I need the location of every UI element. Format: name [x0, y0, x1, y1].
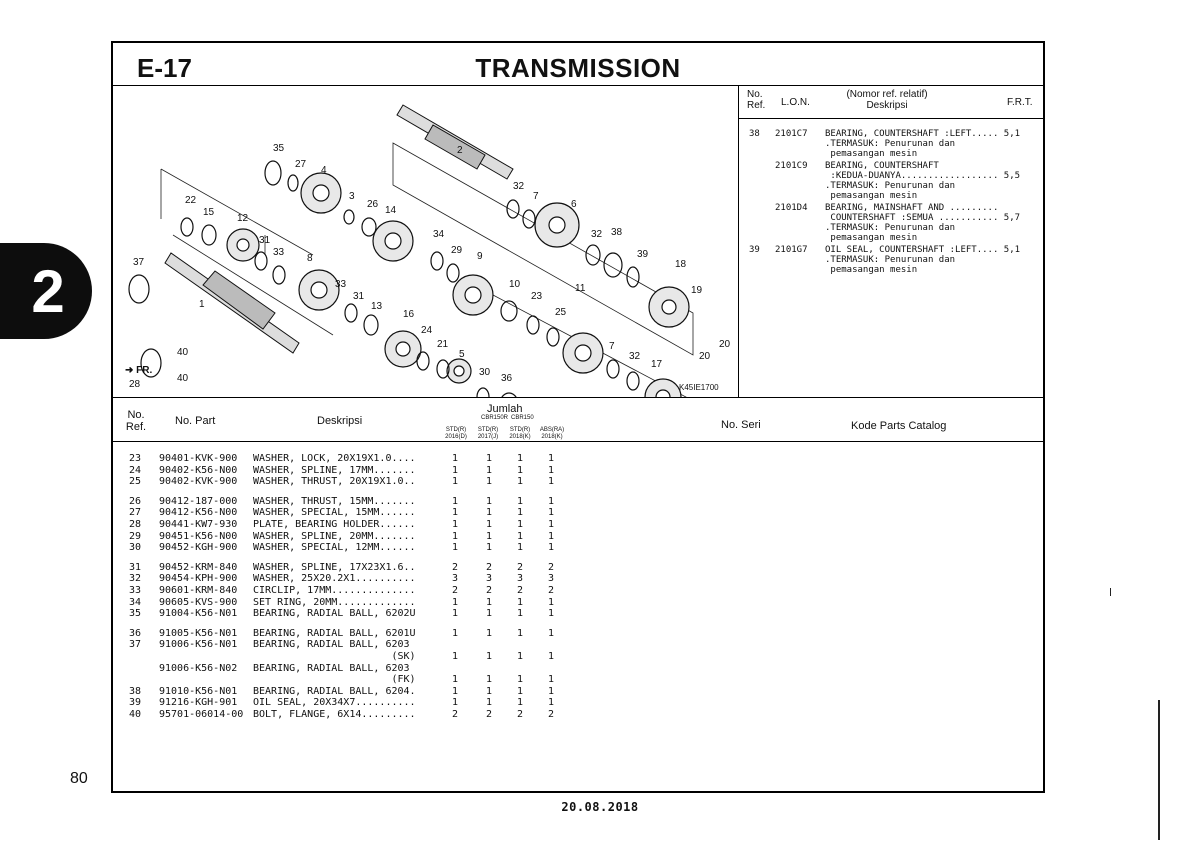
ref-cell: 40 [129, 708, 142, 720]
callout-number: 20 [699, 351, 711, 362]
callout-number: 7 [609, 341, 615, 352]
ref-row [741, 203, 1041, 245]
description-cell: BOLT, FLANGE, 6X14......... [253, 708, 416, 720]
ref-cell: 35 [129, 608, 142, 620]
th-no-seri: No. Seri [721, 419, 761, 431]
ref-desc: BEARING, COUNTERSHAFT :LEFT..... 5,1 .TERMASUK: Penurunan dan pemasangan mesin [825, 129, 1021, 159]
qty-cell: 1 [516, 650, 524, 662]
page-title: TRANSMISSION [475, 53, 681, 83]
qty-cell: 1 [516, 464, 524, 476]
callout-number: 20 [719, 339, 731, 350]
qty-cell: 1 [451, 464, 459, 476]
section-code: E-17 [137, 53, 192, 83]
shaft-guide-lines [161, 143, 701, 397]
qty-cell: 1 [547, 507, 555, 519]
qty-cell: 3 [547, 573, 555, 585]
qty-cell: 1 [485, 608, 493, 620]
qty-cell: 1 [516, 507, 524, 519]
qty-cell: 3 [485, 573, 493, 585]
callout-number: 27 [295, 159, 307, 170]
qty-cell: 1 [516, 674, 524, 686]
th-kode: Kode Parts Catalog [851, 420, 947, 432]
ref-cell: 37 [129, 639, 142, 651]
ref-cell: 32 [129, 573, 142, 585]
qty-cell: 1 [516, 608, 524, 620]
description-cell: (SK) [253, 650, 416, 662]
qty-cell: 1 [451, 476, 459, 488]
qty-cell: 1 [451, 495, 459, 507]
callout-number: 25 [555, 307, 567, 318]
section-tab [0, 243, 92, 339]
qty-cell: 2 [451, 584, 459, 596]
qty-cell: 1 [547, 518, 555, 530]
th-no-ref: No. Ref. [125, 409, 147, 433]
gears [227, 173, 689, 397]
qty-cell: 1 [451, 608, 459, 620]
qty-cell: 1 [547, 464, 555, 476]
qty-cell: 2 [516, 561, 524, 573]
description-cell: CIRCLIP, 17MM.............. [253, 584, 416, 596]
callout-number: 2 [457, 145, 463, 156]
qty-cell: 1 [516, 542, 524, 554]
part-number-cell: 90401-KVK-900 [159, 453, 238, 464]
callout-number: 30 [479, 367, 491, 378]
ref-header-desc: (Nomor ref. relatif) Deskripsi [846, 89, 928, 111]
ref-header-no: No. Ref. [747, 89, 766, 111]
qty-cell: 2 [485, 561, 493, 573]
qty-cell: 1 [516, 627, 524, 639]
qty-cell: 1 [547, 627, 555, 639]
description-cell: BEARING, RADIAL BALL, 6203 [253, 662, 410, 674]
page-number: 80 [70, 770, 88, 787]
qty-cell: 2 [516, 708, 524, 720]
part-number-cell: 90402-K56-N00 [159, 464, 238, 476]
callout-number: 21 [437, 339, 449, 350]
description-cell: BEARING, RADIAL BALL, 6203 [253, 639, 410, 651]
qty-cell: 1 [516, 476, 524, 488]
qty-cell: 1 [451, 507, 459, 519]
qty-cell: 1 [547, 674, 555, 686]
callout-number: 40 [177, 347, 189, 358]
ref-row [741, 161, 1041, 203]
part-number-cell: 90601-KRM-840 [159, 584, 238, 596]
ref-cell: 31 [129, 561, 142, 573]
qty-cell: 1 [547, 608, 555, 620]
ref-cell: 27 [129, 507, 142, 519]
description-cell: BEARING, RADIAL BALL, 6201U [253, 627, 416, 639]
qty-cell: 2 [547, 561, 555, 573]
th-col4: ABS(RA) 2018(K) [539, 427, 565, 440]
qty-cell: 1 [485, 697, 493, 709]
mainshaft [165, 253, 299, 353]
divider [113, 441, 1043, 442]
description-cell: SET RING, 20MM............. [253, 596, 416, 608]
qty-cell: 1 [516, 697, 524, 709]
callout-number: 36 [501, 373, 513, 384]
qty-cell: 1 [485, 650, 493, 662]
callout-number: 34 [433, 229, 445, 240]
qty-cell: 1 [516, 518, 524, 530]
scan-mark [1110, 588, 1111, 596]
exploded-diagram [113, 85, 737, 397]
description-cell: WASHER, THRUST, 15MM....... [253, 495, 416, 507]
qty-cell: 1 [451, 650, 459, 662]
qty-cell: 1 [547, 596, 555, 608]
qty-cell: 1 [485, 530, 493, 542]
qty-cell: 1 [547, 453, 555, 464]
qty-cell: 1 [451, 542, 459, 554]
callout-number: 32 [513, 181, 525, 192]
part-number-cell: 90452-KGH-900 [159, 542, 238, 554]
part-number-cell: 90412-K56-N00 [159, 507, 238, 519]
part-number-cell: 91006-K56-N01 [159, 639, 238, 651]
qty-cell: 1 [451, 674, 459, 686]
part-number-cell: 90454-KPH-900 [159, 573, 238, 585]
ref-lon: 2101G7 [775, 245, 808, 255]
figure-code: K45IE1700 [679, 383, 719, 392]
print-date: 20.08.2018 [561, 800, 639, 814]
description-cell: PLATE, BEARING HOLDER...... [253, 518, 416, 530]
callout-number: 12 [237, 213, 249, 224]
callout-number: 32 [629, 351, 641, 362]
qty-cell: 2 [451, 708, 459, 720]
callout-number: 13 [371, 301, 383, 312]
th-model-b: CBR150 [511, 415, 534, 421]
qty-cell: 1 [547, 650, 555, 662]
th-col1: STD(R) 2016(D) [445, 427, 467, 440]
qty-cell: 1 [451, 685, 459, 697]
callout-number: 11 [575, 283, 586, 294]
qty-cell: 1 [485, 542, 493, 554]
ref-cell: 25 [129, 476, 142, 488]
scan-mark [1158, 700, 1160, 840]
part-number-cell: 90412-187-000 [159, 495, 238, 507]
qty-cell: 1 [516, 495, 524, 507]
qty-cell: 1 [516, 530, 524, 542]
ref-cell: 23 [129, 453, 142, 464]
ref-header-lon: L.O.N. [781, 97, 810, 108]
qty-cell: 1 [485, 495, 493, 507]
description-cell: (FK) [253, 674, 416, 686]
ref-desc: BEARING, MAINSHAFT AND ......... COUNTERSHAFT :SEMUA ........... 5,7 .TERMASUK: Penurunan dan pemasangan mesin [825, 203, 1021, 243]
callout-number: 6 [571, 199, 577, 210]
callout-number: 19 [691, 285, 703, 296]
part-number-cell: 91004-K56-N01 [159, 608, 238, 620]
ref-no: 38 [749, 129, 760, 139]
callout-number: 39 [637, 249, 649, 260]
ref-cell: 29 [129, 530, 142, 542]
callout-number: 38 [611, 227, 623, 238]
th-jumlah: Jumlah [487, 403, 523, 415]
description-cell: WASHER, SPLINE, 20MM....... [253, 530, 416, 542]
qty-cell: 1 [485, 476, 493, 488]
part-number-cell: 90402-KVK-900 [159, 476, 238, 488]
callout-number: 7 [533, 191, 539, 202]
description-cell: OIL SEAL, 20X34X7.......... [253, 697, 416, 709]
callout-number: 15 [203, 207, 215, 218]
callout-number: 26 [367, 199, 379, 210]
ref-cell: 33 [129, 584, 142, 596]
callout-number: 14 [385, 205, 397, 216]
callout-number: 5 [459, 349, 465, 360]
qty-cell: 1 [516, 453, 524, 464]
qty-cell: 1 [516, 685, 524, 697]
th-col2: STD(R) 2017(J) [477, 427, 499, 440]
qty-cell: 1 [485, 596, 493, 608]
front-arrow-label: ➜ FR. [125, 365, 153, 376]
qty-cell: 1 [547, 542, 555, 554]
callout-number: 4 [321, 165, 327, 176]
countershaft [397, 105, 513, 179]
part-number-cell: 91010-K56-N01 [159, 685, 238, 697]
callout-number: 10 [509, 279, 521, 290]
part-number-cell: 91005-K56-N01 [159, 627, 238, 639]
qty-cell: 1 [485, 674, 493, 686]
qty-cell: 1 [451, 530, 459, 542]
qty-cell: 2 [547, 584, 555, 596]
description-cell: WASHER, 25X20.2X1.......... [253, 573, 416, 585]
part-number-cell: 90605-KVS-900 [159, 596, 238, 608]
ref-cell: 36 [129, 627, 142, 639]
qty-cell: 3 [516, 573, 524, 585]
qty-cell: 1 [547, 476, 555, 488]
callout-number: 23 [531, 291, 543, 302]
callout-number: 32 [591, 229, 603, 240]
callout-number: 31 [259, 235, 271, 246]
callout-number: 35 [273, 143, 285, 154]
ref-cell: 26 [129, 495, 142, 507]
divider [738, 118, 1043, 119]
qty-cell: 1 [451, 518, 459, 530]
qty-cell: 1 [547, 697, 555, 709]
ref-cell: 39 [129, 697, 142, 709]
ref-desc: BEARING, COUNTERSHAFT :KEDUA-DUANYA.................. 5,5 .TERMASUK: Penurunan dan pemasangan mesin [825, 161, 1021, 201]
ref-cell: 24 [129, 464, 142, 476]
description-cell: WASHER, THRUST, 20X19X1.0.. [253, 476, 416, 488]
callout-number: 18 [675, 259, 687, 270]
ref-no: 39 [749, 245, 760, 255]
part-number-cell: 90451-K56-N00 [159, 530, 238, 542]
callout-number: 37 [133, 257, 145, 268]
th-col3: STD(R) 2018(K) [509, 427, 531, 440]
ref-lon: 2101C7 [775, 129, 808, 139]
qty-cell: 1 [451, 596, 459, 608]
callout-labels [129, 143, 731, 390]
qty-cell: 1 [547, 495, 555, 507]
section-tab-number: 2 [31, 257, 65, 325]
catalog-frame [111, 41, 1045, 793]
ref-desc: OIL SEAL, COUNTERSHAFT :LEFT.... 5,1 .TERMASUK: Penurunan dan pemasangan mesin [825, 245, 1021, 275]
qty-cell: 1 [485, 685, 493, 697]
callout-number: 16 [403, 309, 415, 320]
ref-cell: 28 [129, 518, 142, 530]
part-number-cell: 95701-06014-00 [159, 708, 244, 720]
qty-cell: 2 [451, 561, 459, 573]
th-no-part: No. Part [175, 415, 216, 427]
part-number-cell: 91006-K56-N02 [159, 662, 238, 674]
qty-cell: 1 [485, 627, 493, 639]
qty-cell: 1 [547, 530, 555, 542]
description-cell: BEARING, RADIAL BALL, 6204. [253, 685, 416, 697]
callout-number: 24 [421, 325, 433, 336]
ref-cell: 34 [129, 596, 142, 608]
qty-cell: 2 [485, 708, 493, 720]
ref-rows [741, 129, 1041, 277]
th-model-a: CBR150R [481, 415, 509, 421]
qty-cell: 1 [516, 596, 524, 608]
qty-cell: 1 [485, 518, 493, 530]
callout-number: 9 [477, 251, 483, 262]
qty-cell: 1 [485, 464, 493, 476]
callout-number: 17 [651, 359, 663, 370]
description-cell: WASHER, SPLINE, 17X23X1.6.. [253, 561, 416, 573]
qty-cell: 1 [451, 697, 459, 709]
ref-lon: 2101C9 [775, 161, 808, 171]
qty-cell: 1 [451, 453, 459, 464]
qty-cell: 2 [547, 708, 555, 720]
qty-cell: 1 [547, 685, 555, 697]
ref-header-frt: F.R.T. [1007, 97, 1033, 108]
part-number-cell: 90441-KW7-930 [159, 518, 238, 530]
callout-number: 8 [307, 253, 313, 264]
ref-cell: 30 [129, 542, 142, 554]
ref-cell: 38 [129, 685, 142, 697]
callout-number: 28 [129, 379, 141, 390]
callout-number: 33 [335, 279, 347, 290]
part-number-cell: 91216-KGH-901 [159, 697, 238, 709]
callout-number: 3 [349, 191, 355, 202]
description-cell: WASHER, SPECIAL, 12MM...... [253, 542, 416, 554]
qty-cell: 1 [451, 627, 459, 639]
qty-cell: 2 [516, 584, 524, 596]
part-number-cell: 90452-KRM-840 [159, 561, 238, 573]
callout-number: 40 [177, 373, 189, 384]
qty-cell: 1 [485, 453, 493, 464]
description-cell: WASHER, SPECIAL, 15MM...... [253, 507, 416, 519]
description-cell: BEARING, RADIAL BALL, 6202U [253, 608, 416, 620]
th-desc: Deskripsi [317, 415, 363, 427]
ref-row [741, 129, 1041, 161]
callout-number: 22 [185, 195, 197, 206]
qty-cell: 2 [485, 584, 493, 596]
description-cell: WASHER, LOCK, 20X19X1.0.... [253, 453, 416, 464]
callout-number: 31 [353, 291, 365, 302]
ref-row [741, 245, 1041, 277]
callout-number: 29 [451, 245, 463, 256]
qty-cell: 3 [451, 573, 459, 585]
divider [113, 397, 1043, 398]
description-cell: WASHER, SPLINE, 17MM....... [253, 464, 416, 476]
callout-number: 33 [273, 247, 285, 258]
divider [738, 85, 739, 397]
qty-cell: 1 [485, 507, 493, 519]
callout-number: 1 [199, 299, 205, 310]
ref-lon: 2101D4 [775, 203, 808, 213]
